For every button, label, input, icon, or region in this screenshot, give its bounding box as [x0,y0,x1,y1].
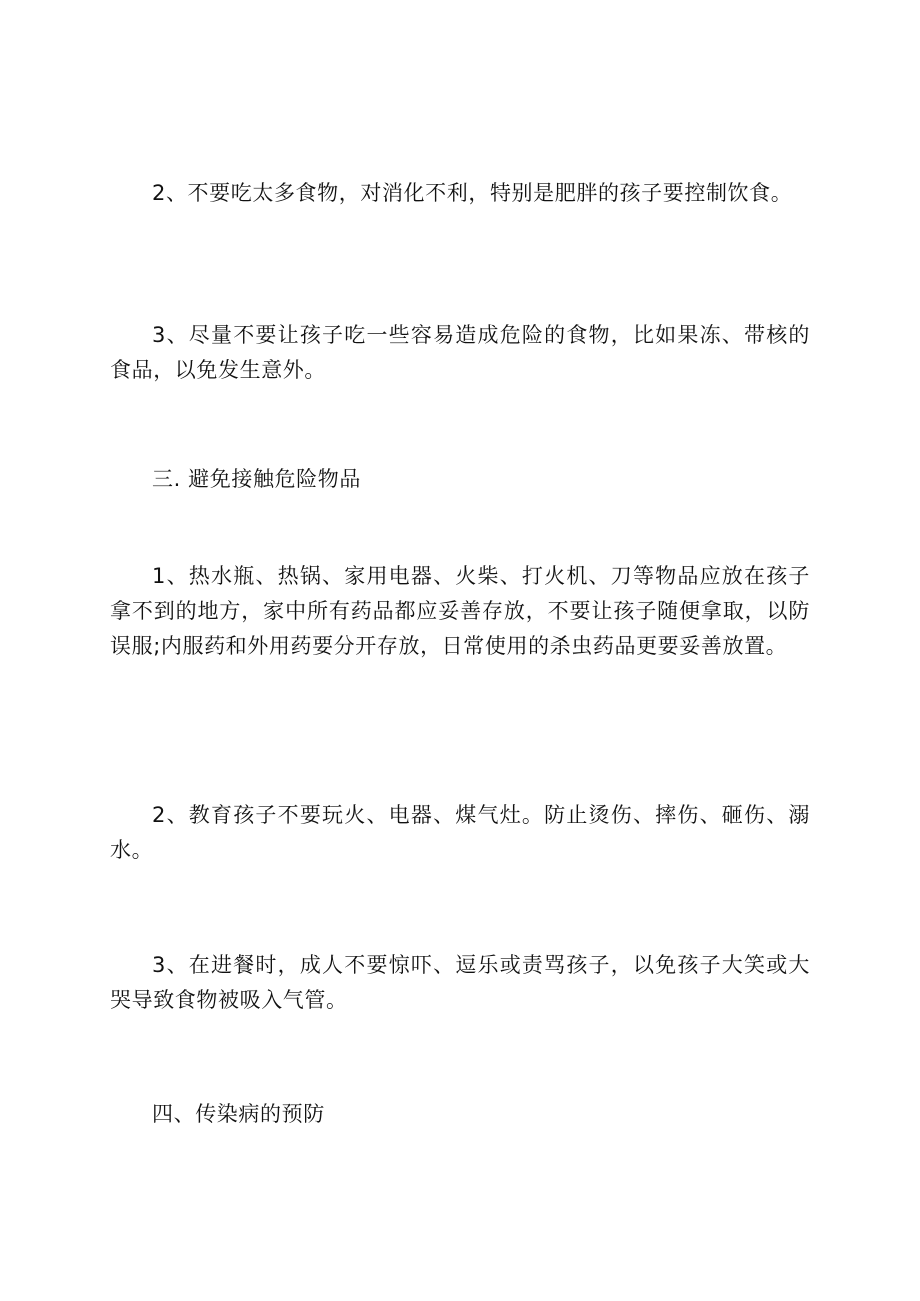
paragraph-diet-control: 2、不要吃太多食物，对消化不利，特别是肥胖的孩子要控制饮食。 [152,181,793,205]
paragraph-educate-child: 2、教育孩子不要玩火、电器、煤气灶。防止烫伤、摔伤、砸伤、溺水。 [110,803,810,862]
paragraph-dangerous-foods: 3、尽量不要让孩子吃一些容易造成危险的食物，比如果冻、带核的食品，以免发生意外。 [110,323,810,382]
paragraph-store-items-safely: 1、热水瓶、热锅、家用电器、火柴、打火机、刀等物品应放在孩子拿不到的地方，家中所有药品都应妥善存放，不要让孩子随便拿取，以防误服;内服药和外用药要分开存放，日常使用的杀虫药品更要妥善放置。 [110,564,810,658]
section-heading-avoid-dangerous-items: 三. 避免接触危险物品 [152,467,361,491]
section-heading-infectious-disease: 四、传染病的预防 [152,1102,325,1126]
paragraph-mealtime-safety: 3、在进餐时，成人不要惊吓、逗乐或责骂孩子，以免孩子大笑或大哭导致食物被吸入气管。 [110,953,810,1012]
